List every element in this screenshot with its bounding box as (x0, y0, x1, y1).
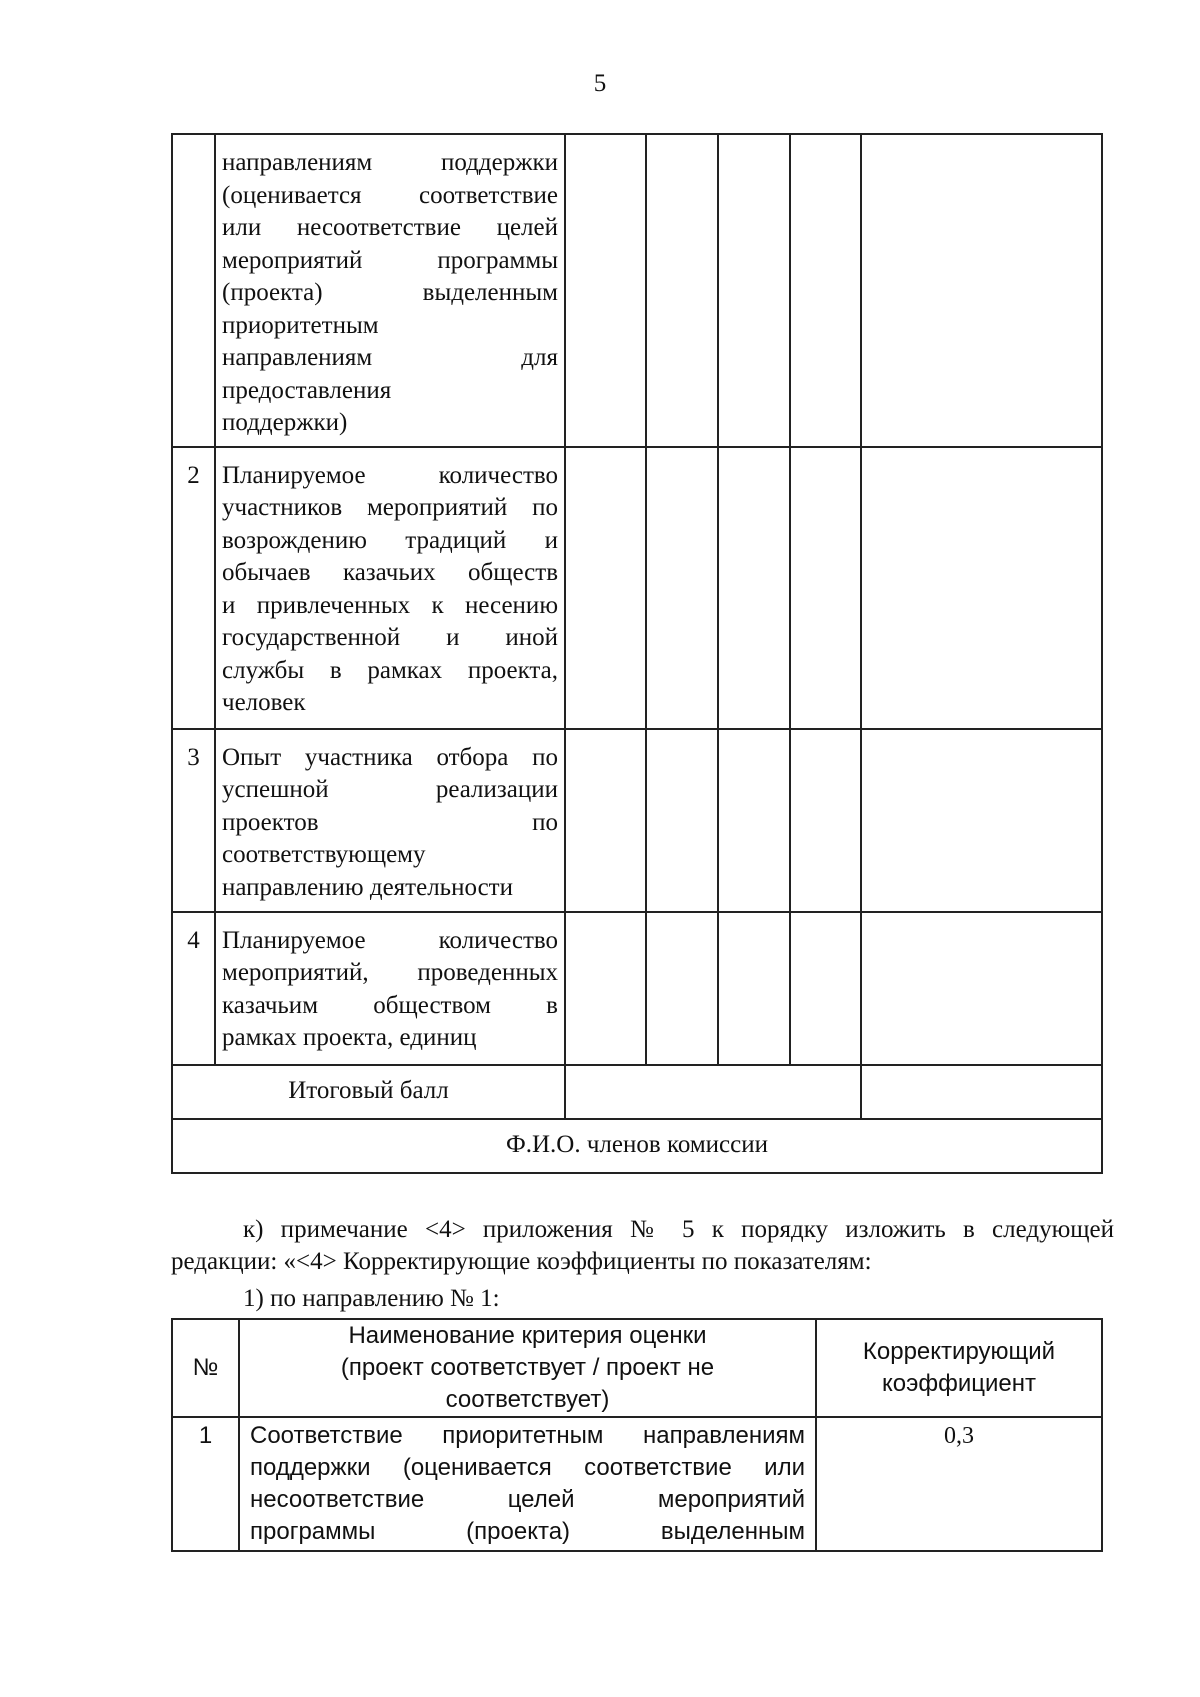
table-row (172, 729, 1102, 912)
criterion-text: Планируемое количество участников мероприятий по возрождению традиций и обычаев казачьих обществ и привлеченных к несению государственной и иной службы в рамках проекта, человек (215, 447, 565, 729)
score-cell (718, 912, 790, 1065)
table-header-row (172, 1319, 1102, 1417)
commission-row (172, 1119, 1102, 1173)
score-cell (861, 912, 1102, 1065)
total-row (172, 1065, 1102, 1119)
row-number: 2 (172, 447, 215, 729)
score-cell (790, 912, 861, 1065)
score-cell (565, 729, 646, 912)
score-cell (565, 447, 646, 729)
score-cell (565, 912, 646, 1065)
row-number (172, 134, 215, 447)
table-row (172, 447, 1102, 729)
coefficient-table (171, 1318, 1103, 1552)
row-number: 4 (172, 912, 215, 1065)
header-coefficient: Корректирующий коэффициент (816, 1319, 1102, 1417)
score-cell (861, 447, 1102, 729)
score-cell (718, 447, 790, 729)
score-cell (861, 729, 1102, 912)
coefficient-value: 0,3 (816, 1417, 1102, 1551)
score-cell (646, 134, 718, 447)
paragraph-line: редакции: «<4> Корректирующие коэффициенты по показателям: (171, 1248, 872, 1275)
row-number: 3 (172, 729, 215, 912)
score-cell (718, 134, 790, 447)
table-row (172, 134, 1102, 447)
criterion-text: направлениям поддержки (оценивается соответствие или несоответствие целей мероприятий программы (проекта) выделенным приоритетным направлениям для предоставления поддержки) (215, 134, 565, 447)
table-row (172, 912, 1102, 1065)
score-cell (646, 912, 718, 1065)
criterion-text: Планируемое количество мероприятий, проведенных казачьим обществом в рамках проекта, единиц (215, 912, 565, 1065)
criterion-text: Соответствие приоритетным направлениям поддержки (оценивается соответствие или несоответствие целей мероприятий программы (проекта) выделенным (239, 1417, 816, 1551)
commission-label: Ф.И.О. членов комиссии (172, 1119, 1102, 1173)
score-cell (646, 729, 718, 912)
score-cell (565, 134, 646, 447)
criterion-text: Опыт участника отбора по успешной реализации проектов по соответствующему направлению деятельности (215, 729, 565, 912)
page-number: 5 (593, 70, 607, 97)
total-label: Итоговый балл (172, 1065, 565, 1119)
paragraph-line: к) примечание <4> приложения № 5 к порядку изложить в следующей (243, 1216, 1114, 1243)
row-number: 1 (172, 1417, 239, 1551)
total-extra-cell (861, 1065, 1102, 1119)
total-score-cell (565, 1065, 861, 1119)
criteria-score-table (171, 133, 1103, 1174)
score-cell (790, 729, 861, 912)
score-cell (861, 134, 1102, 447)
score-cell (646, 447, 718, 729)
header-number: № (172, 1319, 239, 1417)
header-criterion-name: Наименование критерия оценки (проект соответствует / проект не соответствует) (239, 1319, 816, 1417)
table-row (172, 1417, 1102, 1551)
score-cell (790, 447, 861, 729)
score-cell (718, 729, 790, 912)
score-cell (790, 134, 861, 447)
amendment-paragraph (171, 1214, 1114, 1278)
direction-heading: 1) по направлению № 1: (243, 1285, 500, 1312)
